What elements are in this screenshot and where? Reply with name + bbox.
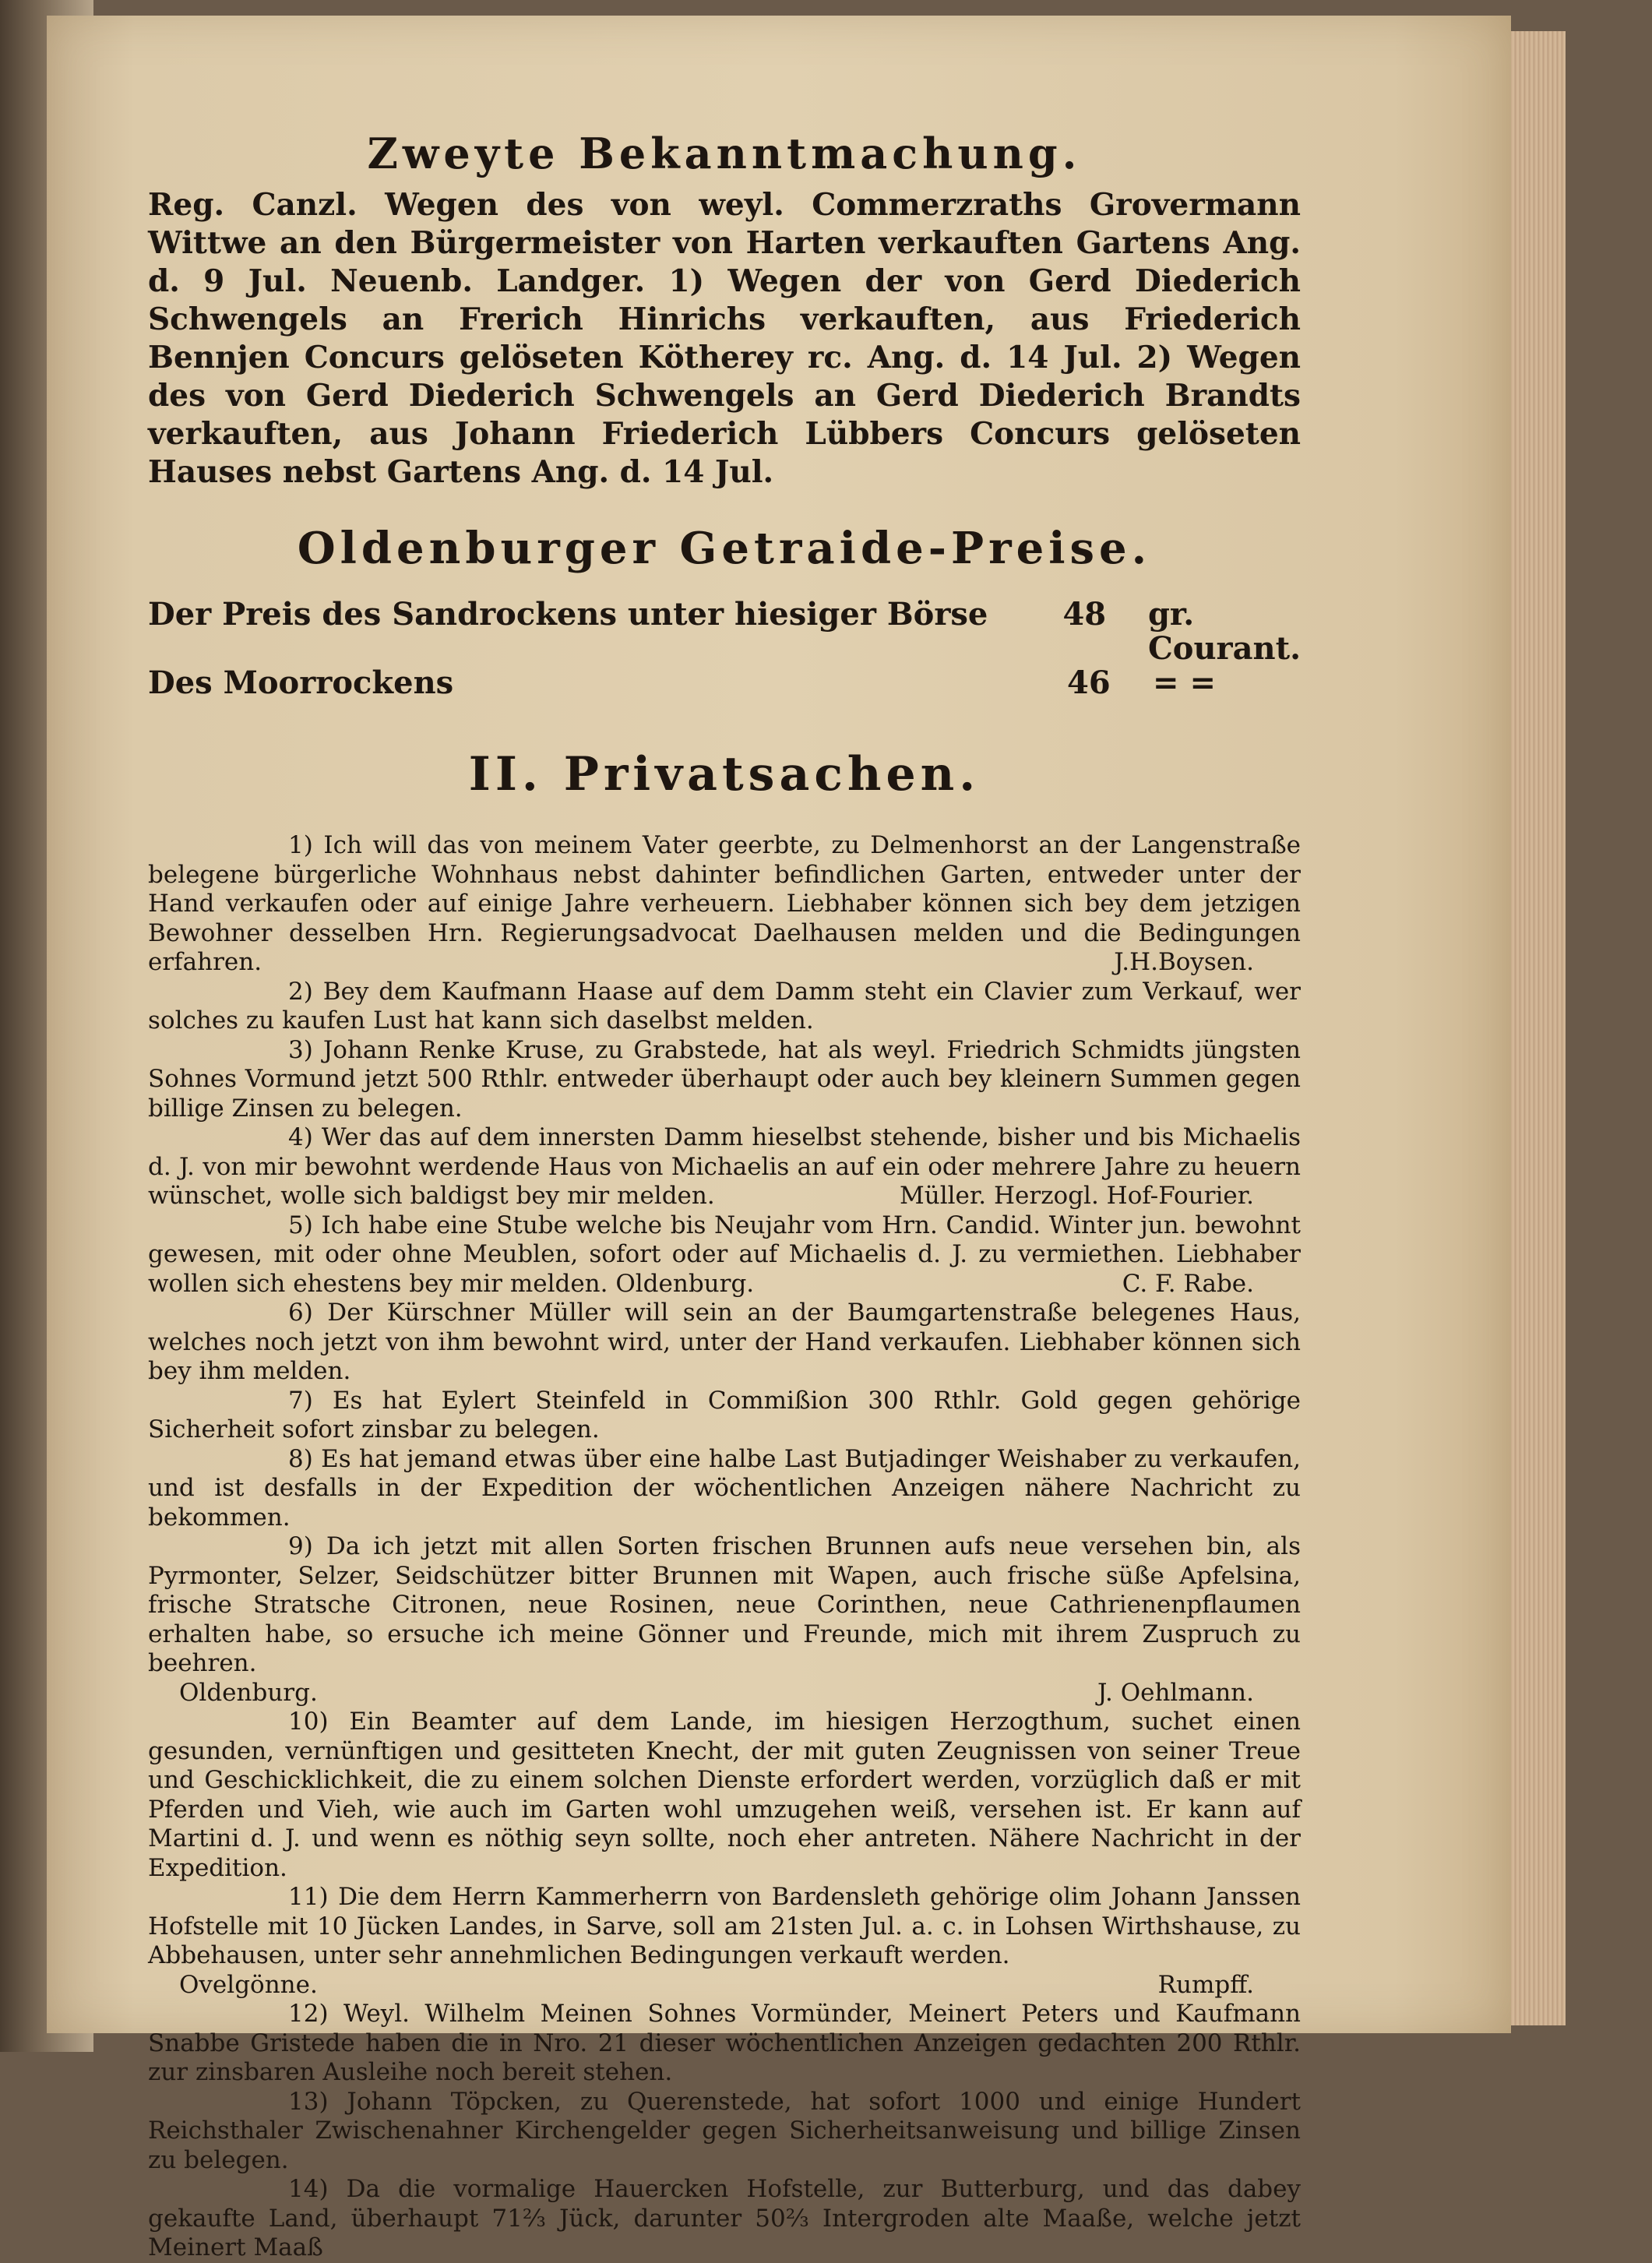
ad-item <box>148 1532 1301 1679</box>
ad-text: Da die vormalige Hauercken Hofstelle, zur Butterburg, und das dabey gekaufte Land, überhaupt 71⅔ Jück, darunter 50⅔ Intergroden alte Maaße, welche jetzt Meinert Maaß <box>148 2175 1302 2261</box>
ad-number: 13) <box>288 2087 329 2116</box>
ad-text: Ich habe eine Stube welche bis Neujahr vom Hrn. Candid. Winter jun. bewohnt gewesen, mit oder ohne Meublen, sofort oder auf Michaelis d. J. zu vermiethen. Liebhaber wollen sich ehestens bey mir melden. Oldenburg. <box>148 1211 1301 1298</box>
price-value: 46 <box>1067 664 1111 701</box>
ad-place: Ovelgönne. <box>179 1970 318 1999</box>
ad-item <box>148 1445 1301 1533</box>
ad-number: 14) <box>288 2175 329 2203</box>
ad-text: Weyl. Wilhelm Meinen Sohnes Vormünder, Meinert Peters und Kaufmann Snabbe Gristede haben die in Nro. 21 dieser wöchentlichen Anzeigen gedachten 200 Rthlr. zur zinsbaren Ausleihe noch bereit stehen. <box>148 2000 1302 2086</box>
ad-place: Oldenburg. <box>179 1678 318 1707</box>
prices-title: Oldenburger Getraide-Preise. <box>297 523 1152 574</box>
ad-signature: Rumpff. <box>1157 1970 1254 1999</box>
ad-number: 6) <box>288 1299 313 1327</box>
ad-number: 12) <box>288 2000 329 2028</box>
ad-number: 9) <box>288 1532 313 1560</box>
ad-signature: Müller. Herzogl. Hof-Fourier. <box>900 1182 1254 1210</box>
ad-text: Der Kürschner Müller will sein an der Baumgartenstraße belegenes Haus, welches noch jetzt von ihm bewohnt wird, unter der Hand verkaufen. Liebhaber können sich bey ihm melden. <box>148 1299 1302 1385</box>
price-row <box>148 666 1301 700</box>
page-edges <box>1511 31 1566 2025</box>
ad-text: Es hat Eylert Steinfeld in Commißion 300 Rthlr. Gold gegen gehörige Sicherheit sofort zinsbar zu belegen. <box>148 1386 1301 1443</box>
price-row <box>148 597 1301 666</box>
ad-text: Wer das auf dem innersten Damm hieselbst stehende, bisher und bis Michaelis d. J. von mir bewohnt werdende Haus von Michaelis an auf ein oder mehrere Jahre zu heuern wünschet, wolle sich baldigst bey mir melden. <box>148 1123 1301 1210</box>
ad-text: Ein Beamter auf dem Lande, im hiesigen Herzogthum, suchet einen gesunden, vernünftigen und gesitteten Knecht, der mit guten Zeugnissen von seiner Treue und Geschicklichkeit, die zu einem solchen Dienste erfordert werden, vorzüglich daß er mit Pferden und Vieh, wie auch im Garten wohl umzugehen weiß, versehen ist. Er kann auf Martini d. J. und wenn es nöthig seyn sollte, noch eher antreten. Nähere Nachricht in der Expedition. <box>148 1708 1302 1882</box>
ad-text: Da ich jetzt mit allen Sorten frischen Brunnen aufs neue versehen bin, als Pyrmonter, Selzer, Seidschützer bitter Brunnen mit Wapen, auch frische süße Apfelsina, frische Stratsche Citronen, neue Rosinen, neue Corinthen, neue Cathrienenpflaumen erhalten habe, so ersuche ich meine Gönner und Freunde, mich mit ihrem Zuspruch zu beehren. <box>148 1532 1301 1677</box>
ad-item <box>148 1211 1301 1299</box>
price-value: 48 <box>1062 596 1107 633</box>
page-content <box>148 117 1301 2263</box>
notice-text: Reg. Canzl. Wegen des von weyl. Commerzraths Grovermann Wittwe an den Bürgermeister von Harten verkauften Gartens Ang. d. 9 Jul. Neuenb. Landger. 1) Wegen der von Gerd Diederich Schwengels an Frerich Hinrichs verkauften, aus Friederich Bennjen Concurs gelöseten Kötherey rc. Ang. d. 14 Jul. 2) Wegen des von Gerd Diederich Schwengels an Gerd Diederich Brandts verkauften, aus Johann Friederich Lübbers Concurs gelöseten Hauses nebst Gartens Ang. d. 14 Jul. <box>148 187 1301 490</box>
price-label: Der Preis des Sandrockens unter hiesiger Börse <box>148 596 988 633</box>
ad-item <box>148 1299 1301 1387</box>
ad-number: 3) <box>288 1035 313 1064</box>
ad-item <box>148 831 1301 978</box>
ad-number: 4) <box>288 1123 313 1151</box>
ad-text: Ich will das von meinem Vater geerbte, zu Delmenhorst an der Langenstraße belegene bürgerliche Wohnhaus nebst dahinter befindlichen Garten, entweder unter der Hand verkaufen oder auf einige Jahre verheuern. Liebhaber können sich bey dem jetzigen Bewohner desselben Hrn. Regierungsadvocat Daelhausen melden und die Bedingungen erfahren. <box>148 831 1301 976</box>
price-label: Des Moorrockens <box>148 664 454 701</box>
ad-number: 11) <box>288 1883 329 1911</box>
ad-item <box>148 2088 1301 2176</box>
price-unit: = = <box>1153 664 1216 701</box>
price-unit: gr. Courant. <box>1147 596 1302 667</box>
ad-item <box>148 1883 1301 1971</box>
ad-signature: J.H.Boysen. <box>1114 948 1254 976</box>
ad-footer <box>148 1971 1301 2000</box>
ad-item <box>148 2000 1301 2088</box>
ad-signature: J. Oehlmann. <box>1097 1678 1254 1707</box>
ad-list <box>148 831 1301 2263</box>
ad-number: 5) <box>288 1211 313 1239</box>
private-title: II. Privatsachen. <box>468 747 981 802</box>
ad-number: 2) <box>288 977 313 1006</box>
ad-number: 8) <box>288 1444 313 1473</box>
ad-number: 7) <box>288 1386 313 1415</box>
ad-item <box>148 1708 1301 1883</box>
ad-footer <box>148 1679 1301 1708</box>
ad-text: Bey dem Kaufmann Haase auf dem Damm steht ein Clavier zum Verkauf, wer solches zu kaufen Lust hat kann sich daselbst melden. <box>148 977 1301 1035</box>
ad-text: Die dem Herrn Kammerherrn von Bardensleth gehörige olim Johann Janssen Hofstelle mit 10 Jücken Landes, in Sarve, soll am 21sten Jul. a. c. in Lohsen Wirthshause, zu Abbehausen, unter sehr annehmlichen Bedingungen verkauft werden. <box>148 1883 1302 1969</box>
ad-item <box>148 2175 1301 2263</box>
ad-item <box>148 1387 1301 1445</box>
ad-text: Johann Renke Kruse, zu Grabstede, hat als weyl. Friedrich Schmidts jüngsten Sohnes Vormund jetzt 500 Rthlr. entweder überhaupt oder auch bey kleinern Summen gegen billige Zinsen zu belegen. <box>148 1035 1301 1123</box>
ad-item <box>148 1036 1301 1124</box>
ad-item <box>148 1123 1301 1211</box>
ad-number: 1) <box>288 831 313 859</box>
notice-title: Zweyte Bekanntmachung. <box>367 129 1082 178</box>
ad-text: Es hat jemand etwas über eine halbe Last Butjadinger Weishaber zu verkaufen, und ist desfalls in der Expedition der wöchentlichen Anzeigen nähere Nachricht zu bekommen. <box>148 1444 1301 1532</box>
ad-text: Johann Töpcken, zu Querenstede, hat sofort 1000 und einige Hundert Reichsthaler Zwischenahner Kirchengelder gegen Sicherheitsanweisung und billige Zinsen zu belegen. <box>148 2087 1302 2174</box>
ad-item <box>148 978 1301 1036</box>
ad-signature: C. F. Rabe. <box>1122 1269 1254 1298</box>
ad-number: 10) <box>288 1708 329 1736</box>
